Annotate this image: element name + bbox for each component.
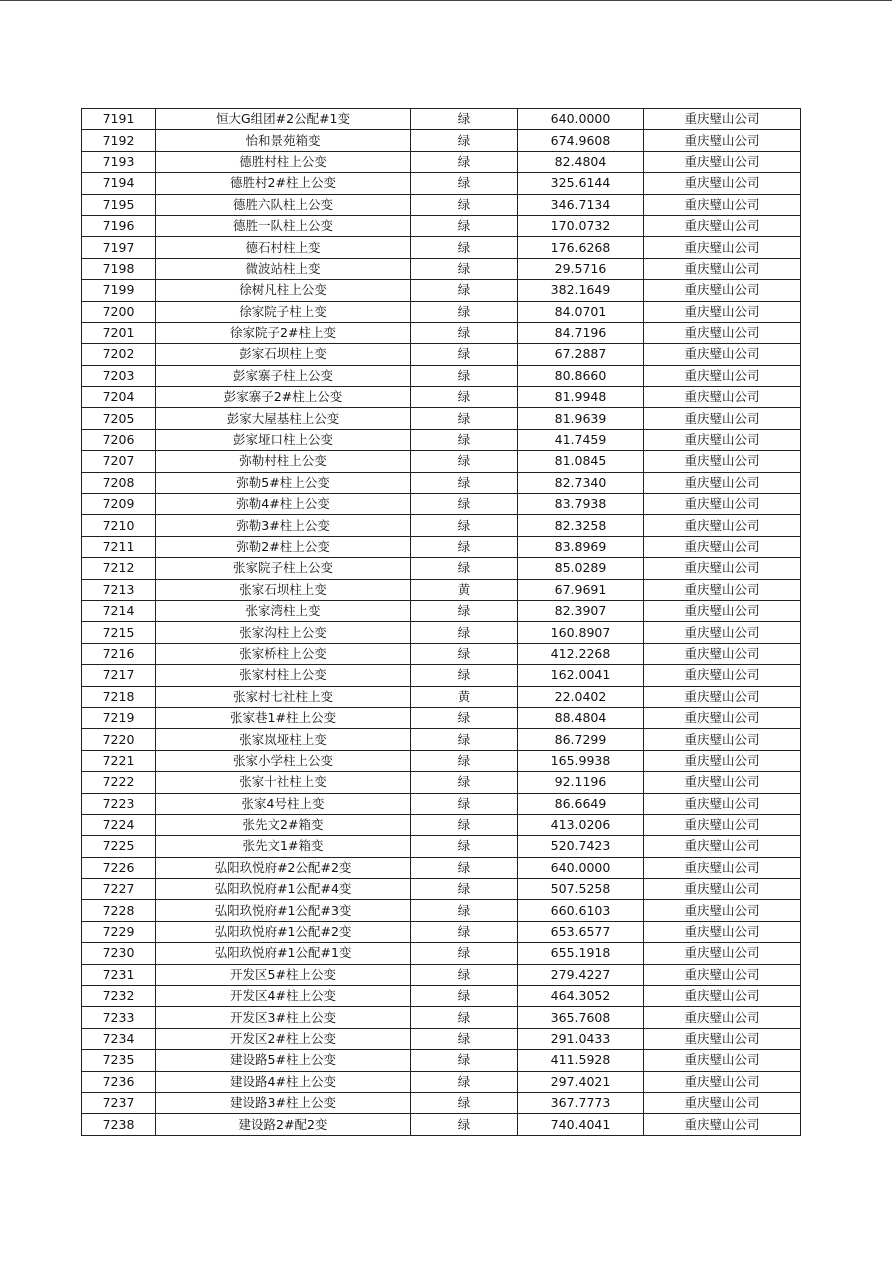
company-name-cell: 重庆璧山公司 [644,665,801,686]
row-number-cell: 7199 [82,280,156,301]
row-number-cell: 7209 [82,494,156,515]
capacity-value-cell: 740.4041 [518,1114,644,1135]
row-number-cell: 7197 [82,237,156,258]
capacity-value-cell: 507.5258 [518,879,644,900]
table-row [82,536,801,557]
company-name-cell: 重庆璧山公司 [644,151,801,172]
table-row [82,472,801,493]
row-number-cell: 7205 [82,408,156,429]
capacity-value-cell: 80.8660 [518,365,644,386]
table-row [82,964,801,985]
company-name-cell: 重庆璧山公司 [644,879,801,900]
table-row [82,793,801,814]
company-name-cell: 重庆璧山公司 [644,472,801,493]
table-row [82,600,801,621]
capacity-value-cell: 176.6268 [518,237,644,258]
capacity-value-cell: 655.1918 [518,943,644,964]
row-number-cell: 7238 [82,1114,156,1135]
status-color-cell: 绿 [411,237,518,258]
transformer-name-cell: 彭家大屋基柱上公变 [156,408,411,429]
capacity-value-cell: 411.5928 [518,1050,644,1071]
capacity-value-cell: 291.0433 [518,1028,644,1049]
row-number-cell: 7229 [82,921,156,942]
table-row [82,280,801,301]
capacity-value-cell: 82.4804 [518,151,644,172]
table-row [82,1007,801,1028]
status-color-cell: 绿 [411,707,518,728]
transformer-name-cell: 徐家院子柱上变 [156,301,411,322]
company-name-cell: 重庆璧山公司 [644,515,801,536]
table-row [82,857,801,878]
transformer-name-cell: 张家湾柱上变 [156,600,411,621]
status-color-cell: 绿 [411,964,518,985]
table-row [82,451,801,472]
row-number-cell: 7224 [82,814,156,835]
company-name-cell: 重庆璧山公司 [644,1007,801,1028]
status-color-cell: 绿 [411,387,518,408]
capacity-value-cell: 81.0845 [518,451,644,472]
transformer-name-cell: 张家村柱上公变 [156,665,411,686]
capacity-value-cell: 84.0701 [518,301,644,322]
company-name-cell: 重庆璧山公司 [644,301,801,322]
status-color-cell: 绿 [411,344,518,365]
capacity-value-cell: 67.9691 [518,579,644,600]
company-name-cell: 重庆璧山公司 [644,964,801,985]
capacity-value-cell: 84.7196 [518,322,644,343]
row-number-cell: 7216 [82,643,156,664]
row-number-cell: 7227 [82,879,156,900]
capacity-value-cell: 325.6144 [518,173,644,194]
status-color-cell: 绿 [411,494,518,515]
transformer-name-cell: 德胜村2#柱上公变 [156,173,411,194]
capacity-value-cell: 674.9608 [518,130,644,151]
capacity-value-cell: 413.0206 [518,814,644,835]
status-color-cell: 绿 [411,365,518,386]
capacity-value-cell: 279.4227 [518,964,644,985]
capacity-value-cell: 82.7340 [518,472,644,493]
status-color-cell: 绿 [411,536,518,557]
transformer-name-cell: 张家桥柱上公变 [156,643,411,664]
table-row [82,387,801,408]
status-color-cell: 绿 [411,1050,518,1071]
status-color-cell: 绿 [411,900,518,921]
row-number-cell: 7217 [82,665,156,686]
table-row [82,879,801,900]
status-color-cell: 绿 [411,986,518,1007]
company-name-cell: 重庆璧山公司 [644,707,801,728]
company-name-cell: 重庆璧山公司 [644,622,801,643]
table-row [82,322,801,343]
table-row [82,344,801,365]
transformer-name-cell: 弘阳玖悦府#1公配#2变 [156,921,411,942]
table-row [82,900,801,921]
status-color-cell: 绿 [411,750,518,771]
row-number-cell: 7208 [82,472,156,493]
status-color-cell: 绿 [411,215,518,236]
status-color-cell: 绿 [411,665,518,686]
table-row [82,515,801,536]
table-row [82,258,801,279]
status-color-cell: 绿 [411,1028,518,1049]
row-number-cell: 7223 [82,793,156,814]
status-color-cell: 绿 [411,173,518,194]
capacity-value-cell: 412.2268 [518,643,644,664]
transformer-table [81,108,801,1136]
capacity-value-cell: 82.3907 [518,600,644,621]
transformer-name-cell: 开发区4#柱上公变 [156,986,411,1007]
capacity-value-cell: 382.1649 [518,280,644,301]
company-name-cell: 重庆璧山公司 [644,451,801,472]
capacity-value-cell: 640.0000 [518,109,644,130]
row-number-cell: 7228 [82,900,156,921]
company-name-cell: 重庆璧山公司 [644,408,801,429]
row-number-cell: 7195 [82,194,156,215]
table-row [82,686,801,707]
capacity-value-cell: 162.0041 [518,665,644,686]
status-color-cell: 绿 [411,943,518,964]
transformer-name-cell: 弘阳玖悦府#1公配#4变 [156,879,411,900]
transformer-name-cell: 张家沟柱上公变 [156,622,411,643]
table-row [82,921,801,942]
capacity-value-cell: 653.6577 [518,921,644,942]
company-name-cell: 重庆璧山公司 [644,1050,801,1071]
transformer-name-cell: 彭家寨子2#柱上公变 [156,387,411,408]
row-number-cell: 7207 [82,451,156,472]
transformer-name-cell: 张家小学柱上公变 [156,750,411,771]
status-color-cell: 绿 [411,879,518,900]
transformer-name-cell: 张家石坝柱上变 [156,579,411,600]
transformer-name-cell: 张家巷1#柱上公变 [156,707,411,728]
capacity-value-cell: 83.8969 [518,536,644,557]
status-color-cell: 绿 [411,643,518,664]
row-number-cell: 7221 [82,750,156,771]
row-number-cell: 7202 [82,344,156,365]
transformer-name-cell: 德胜六队柱上公变 [156,194,411,215]
table-row [82,1050,801,1071]
capacity-value-cell: 165.9938 [518,750,644,771]
status-color-cell: 黄 [411,686,518,707]
table-row [82,408,801,429]
company-name-cell: 重庆璧山公司 [644,536,801,557]
row-number-cell: 7200 [82,301,156,322]
transformer-name-cell: 彭家寨子柱上公变 [156,365,411,386]
capacity-value-cell: 86.7299 [518,729,644,750]
table-row [82,814,801,835]
row-number-cell: 7194 [82,173,156,194]
transformer-name-cell: 弥勒3#柱上公变 [156,515,411,536]
capacity-value-cell: 81.9948 [518,387,644,408]
transformer-name-cell: 弘阳玖悦府#1公配#3变 [156,900,411,921]
company-name-cell: 重庆璧山公司 [644,365,801,386]
status-color-cell: 绿 [411,515,518,536]
capacity-value-cell: 81.9639 [518,408,644,429]
company-name-cell: 重庆璧山公司 [644,237,801,258]
row-number-cell: 7215 [82,622,156,643]
table-row [82,215,801,236]
transformer-name-cell: 建设路5#柱上公变 [156,1050,411,1071]
status-color-cell: 绿 [411,109,518,130]
table-row [82,1028,801,1049]
status-color-cell: 绿 [411,857,518,878]
capacity-value-cell: 660.6103 [518,900,644,921]
transformer-name-cell: 建设路3#柱上公变 [156,1092,411,1113]
table-row [82,943,801,964]
table-row [82,109,801,130]
status-color-cell: 绿 [411,772,518,793]
table-row [82,494,801,515]
capacity-value-cell: 297.4021 [518,1071,644,1092]
transformer-name-cell: 张先文1#箱变 [156,836,411,857]
capacity-value-cell: 67.2887 [518,344,644,365]
company-name-cell: 重庆璧山公司 [644,1028,801,1049]
company-name-cell: 重庆璧山公司 [644,943,801,964]
company-name-cell: 重庆璧山公司 [644,173,801,194]
company-name-cell: 重庆璧山公司 [644,280,801,301]
company-name-cell: 重庆璧山公司 [644,836,801,857]
company-name-cell: 重庆璧山公司 [644,429,801,450]
status-color-cell: 绿 [411,1114,518,1135]
transformer-name-cell: 徐树凡柱上公变 [156,280,411,301]
table-row [82,729,801,750]
transformer-name-cell: 张家院子柱上公变 [156,558,411,579]
transformer-name-cell: 建设路4#柱上公变 [156,1071,411,1092]
status-color-cell: 绿 [411,301,518,322]
transformer-name-cell: 弥勒5#柱上公变 [156,472,411,493]
row-number-cell: 7201 [82,322,156,343]
table-row [82,836,801,857]
table-row [82,1092,801,1113]
status-color-cell: 绿 [411,558,518,579]
status-color-cell: 绿 [411,729,518,750]
transformer-name-cell: 开发区3#柱上公变 [156,1007,411,1028]
capacity-value-cell: 640.0000 [518,857,644,878]
transformer-name-cell: 开发区5#柱上公变 [156,964,411,985]
status-color-cell: 绿 [411,814,518,835]
row-number-cell: 7219 [82,707,156,728]
row-number-cell: 7230 [82,943,156,964]
company-name-cell: 重庆璧山公司 [644,750,801,771]
table-row [82,173,801,194]
capacity-value-cell: 170.0732 [518,215,644,236]
transformer-name-cell: 张家4号柱上变 [156,793,411,814]
row-number-cell: 7210 [82,515,156,536]
table-row [82,130,801,151]
transformer-name-cell: 德胜村柱上公变 [156,151,411,172]
status-color-cell: 绿 [411,130,518,151]
row-number-cell: 7226 [82,857,156,878]
status-color-cell: 绿 [411,408,518,429]
status-color-cell: 绿 [411,622,518,643]
row-number-cell: 7206 [82,429,156,450]
transformer-name-cell: 弥勒4#柱上公变 [156,494,411,515]
transformer-name-cell: 弥勒2#柱上公变 [156,536,411,557]
row-number-cell: 7231 [82,964,156,985]
company-name-cell: 重庆璧山公司 [644,579,801,600]
capacity-value-cell: 464.3052 [518,986,644,1007]
row-number-cell: 7191 [82,109,156,130]
company-name-cell: 重庆璧山公司 [644,643,801,664]
transformer-name-cell: 微波站柱上变 [156,258,411,279]
capacity-value-cell: 85.0289 [518,558,644,579]
transformer-name-cell: 德石村柱上变 [156,237,411,258]
company-name-cell: 重庆璧山公司 [644,814,801,835]
capacity-value-cell: 367.7773 [518,1092,644,1113]
table-row [82,986,801,1007]
row-number-cell: 7203 [82,365,156,386]
company-name-cell: 重庆璧山公司 [644,194,801,215]
page-top-border [0,0,892,1]
capacity-value-cell: 82.3258 [518,515,644,536]
status-color-cell: 绿 [411,600,518,621]
row-number-cell: 7222 [82,772,156,793]
company-name-cell: 重庆璧山公司 [644,215,801,236]
table-row [82,301,801,322]
status-color-cell: 绿 [411,322,518,343]
status-color-cell: 绿 [411,280,518,301]
row-number-cell: 7211 [82,536,156,557]
transformer-name-cell: 弥勒村柱上公变 [156,451,411,472]
status-color-cell: 绿 [411,836,518,857]
row-number-cell: 7192 [82,130,156,151]
company-name-cell: 重庆璧山公司 [644,387,801,408]
status-color-cell: 绿 [411,1092,518,1113]
table-row [82,1071,801,1092]
status-color-cell: 绿 [411,1071,518,1092]
transformer-name-cell: 弘阳玖悦府#2公配#2变 [156,857,411,878]
company-name-cell: 重庆璧山公司 [644,258,801,279]
row-number-cell: 7198 [82,258,156,279]
company-name-cell: 重庆璧山公司 [644,921,801,942]
capacity-value-cell: 92.1196 [518,772,644,793]
table-row [82,707,801,728]
capacity-value-cell: 86.6649 [518,793,644,814]
company-name-cell: 重庆璧山公司 [644,793,801,814]
table-row [82,1114,801,1135]
company-name-cell: 重庆璧山公司 [644,1114,801,1135]
table-row [82,643,801,664]
status-color-cell: 绿 [411,793,518,814]
company-name-cell: 重庆璧山公司 [644,109,801,130]
table-row [82,194,801,215]
row-number-cell: 7233 [82,1007,156,1028]
capacity-value-cell: 346.7134 [518,194,644,215]
company-name-cell: 重庆璧山公司 [644,686,801,707]
table-row [82,151,801,172]
transformer-name-cell: 徐家院子2#柱上变 [156,322,411,343]
transformer-name-cell: 开发区2#柱上公变 [156,1028,411,1049]
capacity-value-cell: 520.7423 [518,836,644,857]
transformer-name-cell: 张家十社柱上变 [156,772,411,793]
status-color-cell: 黄 [411,579,518,600]
row-number-cell: 7232 [82,986,156,1007]
company-name-cell: 重庆璧山公司 [644,322,801,343]
table-row [82,772,801,793]
status-color-cell: 绿 [411,451,518,472]
table-row [82,665,801,686]
company-name-cell: 重庆璧山公司 [644,344,801,365]
status-color-cell: 绿 [411,472,518,493]
row-number-cell: 7220 [82,729,156,750]
transformer-name-cell: 恒大G组团#2公配#1变 [156,109,411,130]
transformer-name-cell: 张先文2#箱变 [156,814,411,835]
row-number-cell: 7218 [82,686,156,707]
transformer-name-cell: 怡和景苑箱变 [156,130,411,151]
company-name-cell: 重庆璧山公司 [644,729,801,750]
transformer-name-cell: 弘阳玖悦府#1公配#1变 [156,943,411,964]
transformer-name-cell: 彭家石坝柱上变 [156,344,411,365]
capacity-value-cell: 160.8907 [518,622,644,643]
status-color-cell: 绿 [411,258,518,279]
status-color-cell: 绿 [411,194,518,215]
company-name-cell: 重庆璧山公司 [644,600,801,621]
transformer-name-cell: 德胜一队柱上公变 [156,215,411,236]
capacity-value-cell: 22.0402 [518,686,644,707]
table-row [82,237,801,258]
row-number-cell: 7212 [82,558,156,579]
table-row [82,750,801,771]
table-body [82,109,801,1136]
company-name-cell: 重庆璧山公司 [644,986,801,1007]
row-number-cell: 7235 [82,1050,156,1071]
row-number-cell: 7237 [82,1092,156,1113]
company-name-cell: 重庆璧山公司 [644,130,801,151]
capacity-value-cell: 41.7459 [518,429,644,450]
company-name-cell: 重庆璧山公司 [644,494,801,515]
transformer-name-cell: 建设路2#配2变 [156,1114,411,1135]
company-name-cell: 重庆璧山公司 [644,1071,801,1092]
capacity-value-cell: 365.7608 [518,1007,644,1028]
capacity-value-cell: 88.4804 [518,707,644,728]
company-name-cell: 重庆璧山公司 [644,900,801,921]
status-color-cell: 绿 [411,921,518,942]
row-number-cell: 7193 [82,151,156,172]
transformer-name-cell: 张家岚垭柱上变 [156,729,411,750]
row-number-cell: 7204 [82,387,156,408]
capacity-value-cell: 83.7938 [518,494,644,515]
row-number-cell: 7234 [82,1028,156,1049]
status-color-cell: 绿 [411,1007,518,1028]
row-number-cell: 7196 [82,215,156,236]
company-name-cell: 重庆璧山公司 [644,558,801,579]
status-color-cell: 绿 [411,151,518,172]
company-name-cell: 重庆璧山公司 [644,857,801,878]
row-number-cell: 7214 [82,600,156,621]
table-row [82,558,801,579]
row-number-cell: 7225 [82,836,156,857]
table-row [82,365,801,386]
company-name-cell: 重庆璧山公司 [644,772,801,793]
transformer-name-cell: 张家村七社柱上变 [156,686,411,707]
company-name-cell: 重庆璧山公司 [644,1092,801,1113]
row-number-cell: 7213 [82,579,156,600]
table-row [82,622,801,643]
transformer-name-cell: 彭家垭口柱上公变 [156,429,411,450]
table-row [82,429,801,450]
table-row [82,579,801,600]
capacity-value-cell: 29.5716 [518,258,644,279]
status-color-cell: 绿 [411,429,518,450]
row-number-cell: 7236 [82,1071,156,1092]
